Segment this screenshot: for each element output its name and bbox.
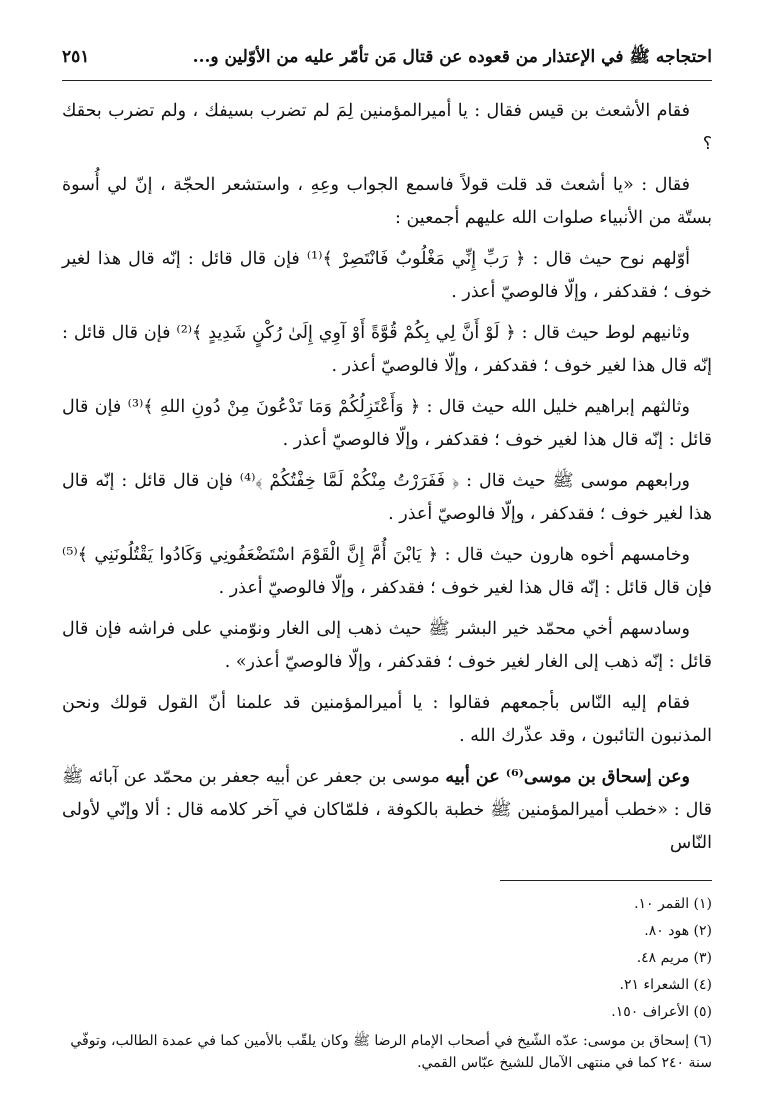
- paragraph: أوّلهم نوح حيث قال : ﴿ رَبِّ إِنِّي مَغْلُوبٌ فَانْتَصِرْ ﴾⁽¹⁾ فإن قال قائل : إنّه قال هذا لغير خوف ؛ فقدكفر ، وإلّا فالوصيّ أعذر .: [62, 249, 712, 302]
- narrator-lead: وعن إسحاق بن موسى⁽⁶⁾ عن أبيه: [445, 767, 690, 787]
- footnote: (٢) هود ٨٠.: [644, 923, 712, 939]
- paragraph: وثالثهم إبراهيم خليل الله حيث قال : ﴿ وَأَعْتَزِلُكُمْ وَمَا تَدْعُونَ مِنْ دُونِ اللهِ ﴾⁽³⁾ فإن قال قائل : إنّه قال هذا لغير خوف ؛ فقدكفر ، وإلّا فالوصيّ أعذر .: [62, 397, 712, 450]
- paragraph: فقال : «يا أشعث قد قلت قولاً فاسمع الجواب وعِهِ ، واستشعر الحجّة ، إنّ لي أُسوة بستّة من الأنبياء صلوات الله عليهم أجمعين :: [62, 175, 712, 228]
- narration-paragraph: [62, 761, 712, 860]
- page-number: ٢٥١: [62, 47, 90, 67]
- paragraph: ورابعهم موسى ﷺ حيث قال : ﴿ فَفَرَرْتُ مِنْكُمْ لَمَّا خِفْتُكُمْ ﴾⁽⁴⁾ فإن قال قائل : إنّه قال هذا لغير خوف ؛ فقدكفر ، وإلّا فالوصيّ أعذر .: [62, 471, 712, 524]
- narration-text: موسى بن جعفر عن أبيه جعفر بن محمّد عن آبائه ﷺ قال : «خطب أميرالمؤمنين ﷺ خطبة بالكوفة ، فلمّاكان في آخر كلامه قال : ألا وإنّي لأولى النّاس: [62, 767, 712, 853]
- book-page: [62, 46, 712, 1074]
- header-title: احتجاجه ﷺ في الإعتذار من قعوده عن قتال مَن تأمّر عليه من الأوّلين و...: [192, 47, 712, 67]
- paragraph: وسادسهم أخي محمّد خير البشر ﷺ حيث ذهب إلى الغار ونوّمني على فراشه فإن قال قائل : إنّه ذهب إلى الغار لغير خوف ؛ فقدكفر ، وإلّا فالوصيّ أعذر» .: [62, 619, 712, 672]
- main-text: [62, 95, 712, 860]
- footnote: (١) القمر ١٠.: [634, 896, 712, 912]
- paragraph: فقام إليه النّاس بأجمعهم فقالوا : يا أميرالمؤمنين قد علمنا أنّ القول قولك ونحن المذنبون التائبون ، وقد عذّرك الله .: [62, 693, 712, 746]
- paragraph: وخامسهم أخوه هارون حيث قال : ﴿ يَابْنَ أُمَّ إِنَّ الْقَوْمَ اسْتَضْعَفُونِي وَكَادُوا يَقْتُلُونَنِي ﴾⁽⁵⁾ فإن قال قائل : إنّه قال هذا لغير خوف ؛ فقدكفر ، وإلّا فالوصيّ أعذر .: [62, 545, 712, 598]
- footnote: (٦) إسحاق بن موسى: عدّه الشّيخ في أصحاب الإمام الرضا ﷺ وكان يلقّب بالأمين كما في عمدة الطالب، وتوفّي سنة ٢٤٠ كما في منتهى الآمال للشيخ عبّاس القمي.: [70, 1033, 712, 1071]
- running-header: [62, 46, 712, 81]
- footnote: (٥) الأعراف ١٥٠.: [611, 1004, 712, 1020]
- footnote-separator: [500, 880, 712, 881]
- paragraph: فقام الأشعث بن قيس فقال : يا أميرالمؤمنين لِمَ لم تضرب بسيفك ، ولم تضرب بحقك ؟: [62, 101, 712, 154]
- paragraph: وثانيهم لوط حيث قال : ﴿ لَوْ أَنَّ لِي بِكُمْ قُوَّةً أَوْ آوِي إِلَىٰ رُكْنٍ شَدِيدٍ ﴾⁽²⁾ فإن قال قائل : إنّه قال هذا لغير خوف ؛ فقدكفر ، وإلّا فالوصيّ أعذر .: [62, 323, 712, 376]
- footnotes: [62, 891, 712, 1074]
- footnote: (٣) مريم ٤٨.: [636, 950, 712, 966]
- footnote: (٤) الشعراء ٢١.: [619, 977, 712, 993]
